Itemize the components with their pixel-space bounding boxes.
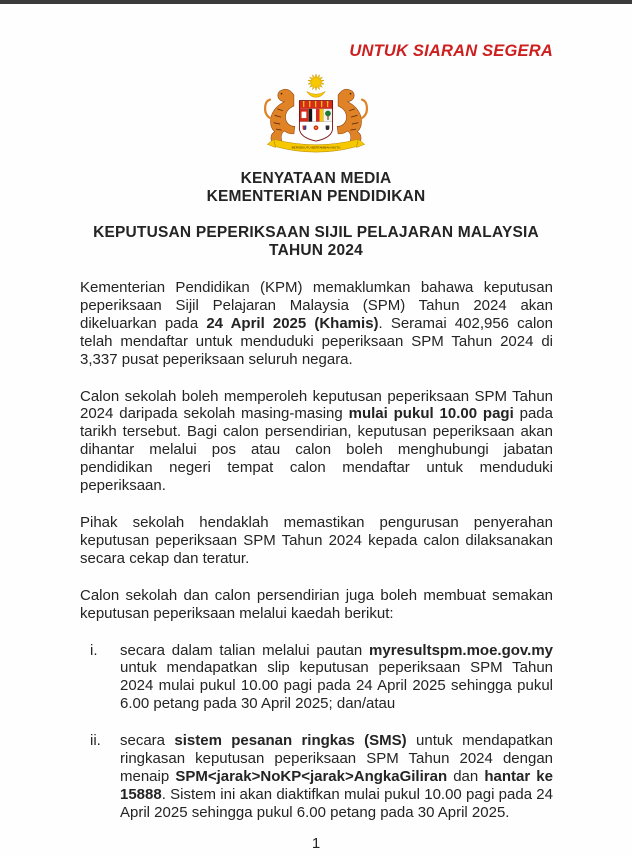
list-marker-i: i. xyxy=(90,641,98,659)
document-title xyxy=(0,224,632,259)
list-text-sms: secara sistem pesanan ringkas (SMS) untuk mendapatkan ringkasan keputusan peperiksaan SPM Tahun 2024 dengan menaip SPM<jarak>NoKP<jarak>AngkaGiliran dan hantar ke 15888. Sistem ini akan diaktifkan mulai pukul 10.00 pagi pada 24 April 2025 sehingga pukul 6.00 petang pada 30 April 2025. xyxy=(120,732,553,821)
org-heading xyxy=(0,170,632,206)
list-marker-ii: ii. xyxy=(90,732,101,750)
tiger-left-icon xyxy=(265,89,295,142)
document-page xyxy=(0,4,632,852)
crescent-icon xyxy=(307,91,325,97)
paragraph-check-methods-intro: Calon sekolah dan calon persendirian juga boleh membuat semakan keputusan peperiksaan melalui kaedah berikut: xyxy=(80,586,553,622)
list-item-online xyxy=(80,642,553,714)
document-body xyxy=(80,279,553,822)
document-title-line1: KEPUTUSAN PEPERIKSAAN SIJIL PELAJARAN MALAYSIA xyxy=(93,224,539,241)
document-title-line2: TAHUN 2024 xyxy=(269,241,363,259)
svg-text:BERSEKUTU BERTAMBAH MUTU: BERSEKUTU BERTAMBAH MUTU xyxy=(291,145,341,150)
malaysia-coat-of-arms-icon xyxy=(260,73,372,165)
list-item-sms xyxy=(80,732,553,822)
shield-icon xyxy=(299,101,332,141)
list-text-online: secara dalam talian melalui pautan myresultspm.moe.gov.my untuk mendapatkan slip keputusan peperiksaan SPM Tahun 2024 mulai pukul 10.00 pagi pada 24 April 2025 sehingga pukul 6.00 petang pada 30 April 2025; dan/atau xyxy=(120,641,553,713)
page-number: 1 xyxy=(311,834,321,852)
ministry-heading: KEMENTERIAN PENDIDIKAN xyxy=(206,188,426,205)
tiger-right-icon xyxy=(337,89,367,142)
crest-container xyxy=(0,73,632,165)
federal-star-icon xyxy=(308,74,324,91)
paragraph-announcement: Kementerian Pendidikan (KPM) memaklumkan bahawa keputusan peperiksaan Sijil Pelajaran Malaysia (SPM) Tahun 2024 akan dikeluarkan pada 24 April 2025 (Khamis). Seramai 402,956 calon telah mendaftar untuk menduduki peperiksaan SPM Tahun 2024 di 3,337 pusat peperiksaan seluruh negara. xyxy=(80,279,553,368)
paragraph-school-candidates: Calon sekolah boleh memperoleh keputusan peperiksaan SPM Tahun 2024 daripada sekolah masing-masing mulai pukul 10.00 pagi pada tarikh tersebut. Bagi calon persendirian, keputusan peperiksaan akan dihantar melalui pos atau calon boleh menghubungi jabatan pendidikan negeri tempat calon mendaftar untuk menduduki peperiksaan. xyxy=(80,387,553,495)
media-statement-heading: KENYATAAN MEDIA xyxy=(240,170,392,187)
release-tag: UNTUK SIARAN SEGERA xyxy=(349,42,553,60)
paragraph-school-responsibility: Pihak sekolah hendaklah memastikan pengurusan penyerahan keputusan peperiksaan SPM Tahun 2024 kepada calon dilaksanakan secara cekap dan teratur. xyxy=(80,513,553,567)
